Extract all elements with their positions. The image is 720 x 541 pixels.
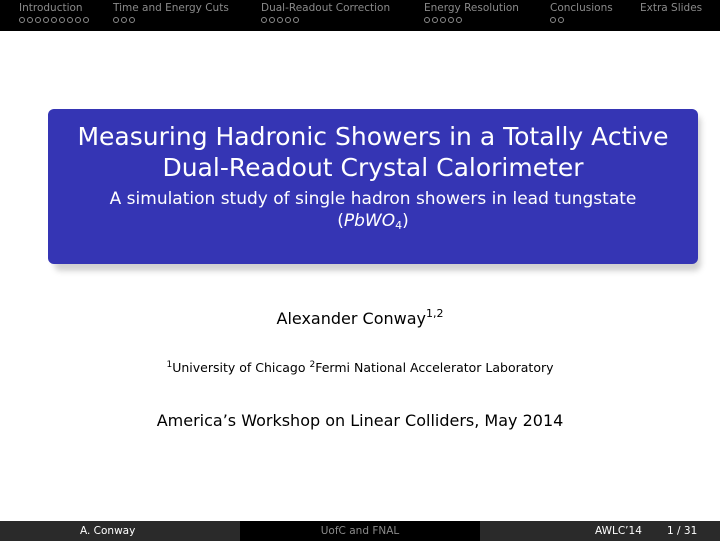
nav-frame-dot[interactable] — [285, 17, 291, 23]
nav-section-extra-slides[interactable]: Extra Slides — [640, 2, 703, 14]
footer-institution: UofC and FNAL — [240, 521, 480, 541]
subtitle-open-paren: ( — [337, 211, 344, 231]
footer-author: A. Conway — [0, 521, 240, 541]
author-affiliation-marks: 1,2 — [426, 307, 444, 320]
nav-dots-time-energy-cuts — [113, 17, 135, 25]
slide-subtitle-line-2 — [48, 210, 698, 237]
nav-frame-dot[interactable] — [75, 17, 81, 23]
nav-dots-dual-readout-correction — [261, 17, 299, 25]
formula-text: PbWO — [343, 211, 396, 231]
slide-title-line-2: Dual-Readout Crystal Calorimeter — [162, 153, 584, 182]
footer-bar — [0, 521, 720, 541]
nav-frame-dot[interactable] — [277, 17, 283, 23]
title-box — [48, 109, 698, 264]
nav-section-introduction[interactable]: Introduction — [19, 2, 83, 14]
nav-dots-energy-resolution — [424, 17, 462, 25]
nav-frame-dot[interactable] — [59, 17, 65, 23]
footer-page-number: 1 / 31 — [667, 525, 698, 537]
formula-subscript: 4 — [395, 219, 403, 232]
nav-section-energy-resolution[interactable]: Energy Resolution — [424, 2, 519, 14]
subtitle-close-paren: ) — [402, 211, 409, 231]
nav-frame-dot[interactable] — [43, 17, 49, 23]
nav-frame-dot[interactable] — [121, 17, 127, 23]
nav-frame-dot[interactable] — [456, 17, 462, 23]
footer-conference: AWLC’14 — [595, 525, 642, 537]
nav-frame-dot[interactable] — [424, 17, 430, 23]
event-line: America’s Workshop on Linear Colliders, May 2014 — [156, 411, 564, 430]
slide-subtitle-line-1: A simulation study of single hadron showers in lead tungstate — [109, 189, 637, 209]
author-name: Alexander Conway — [276, 309, 426, 328]
nav-frame-dot[interactable] — [83, 17, 89, 23]
chemical-formula — [344, 211, 402, 231]
nav-dots-conclusions — [550, 17, 564, 25]
nav-frame-dot[interactable] — [432, 17, 438, 23]
nav-section-dual-readout-correction[interactable]: Dual-Readout Correction — [261, 2, 391, 14]
footer-right — [480, 521, 720, 541]
nav-frame-dot[interactable] — [550, 17, 556, 23]
nav-frame-dot[interactable] — [51, 17, 57, 23]
nav-frame-dot[interactable] — [440, 17, 446, 23]
affiliation-mark-1: 1 — [166, 360, 173, 370]
nav-frame-dot[interactable] — [448, 17, 454, 23]
author-line — [0, 307, 720, 328]
nav-frame-dot[interactable] — [19, 17, 25, 23]
slide-title-line-1: Measuring Hadronic Showers in a Totally Active — [77, 122, 669, 151]
affiliation-2: Fermi National Accelerator Laboratory — [315, 360, 554, 375]
nav-frame-dot[interactable] — [269, 17, 275, 23]
nav-section-conclusions[interactable]: Conclusions — [550, 2, 613, 14]
nav-frame-dot[interactable] — [293, 17, 299, 23]
nav-frame-dot[interactable] — [27, 17, 33, 23]
affiliation-mark-2: 2 — [309, 360, 316, 370]
nav-section-time-energy-cuts[interactable]: Time and Energy Cuts — [113, 2, 229, 14]
nav-frame-dot[interactable] — [67, 17, 73, 23]
nav-frame-dot[interactable] — [558, 17, 564, 23]
nav-frame-dot[interactable] — [113, 17, 119, 23]
affiliation-1: University of Chicago — [172, 360, 306, 375]
nav-frame-dot[interactable] — [261, 17, 267, 23]
nav-dots-introduction — [19, 17, 89, 25]
affiliations-line — [0, 360, 720, 375]
nav-frame-dot[interactable] — [35, 17, 41, 23]
navigation-bar — [0, 0, 720, 31]
nav-frame-dot[interactable] — [129, 17, 135, 23]
